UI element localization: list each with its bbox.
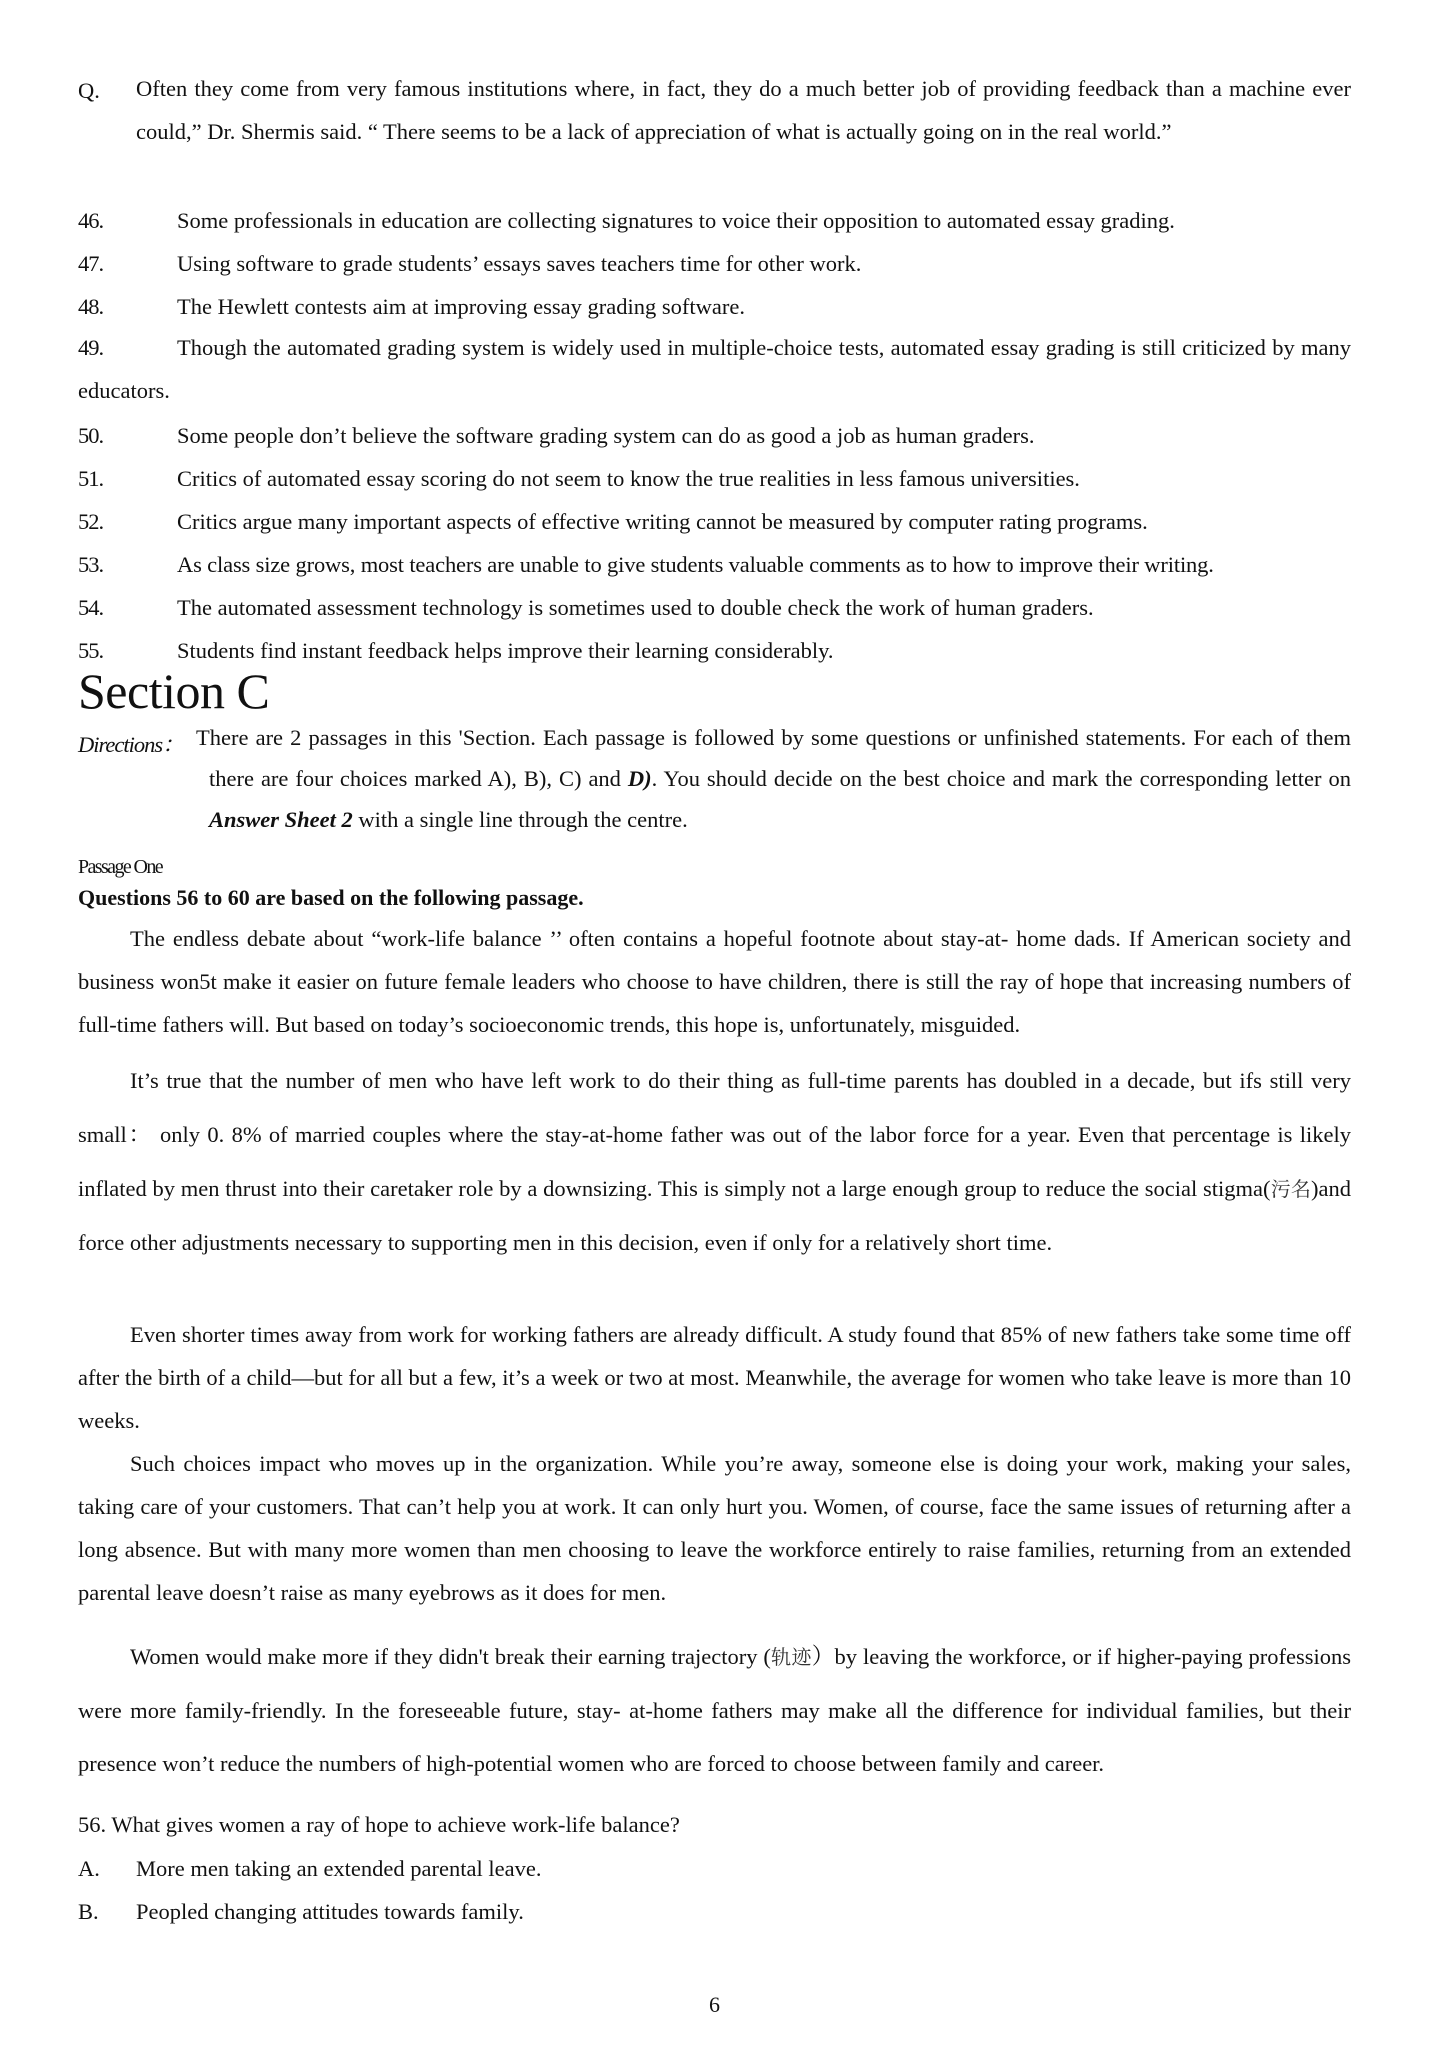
passage-label: Passage One bbox=[78, 856, 163, 878]
directions-label: Directions： bbox=[78, 732, 184, 757]
statement-number: 54. bbox=[78, 595, 104, 620]
statement-number: 53. bbox=[78, 552, 104, 577]
passage-instruction: Questions 56 to 60 are based on the following passage. bbox=[78, 885, 584, 910]
statement-number: 55. bbox=[78, 638, 104, 663]
cjk-gloss: 污名 bbox=[1270, 1177, 1312, 1201]
passage-paragraph: The endless debate about “work-life balance ’’ often contains a hopeful footnote about stay-at- home dads. If American society and business won5t make it easier on future female leaders who choose to have children, there is still the ray of hope that increasing numbers of full-time fathers will. But based on today’s socioeconomic trends, this hope is, unfortunately, misguided. bbox=[78, 926, 1351, 1037]
cjk-gloss: 轨迹 bbox=[770, 1645, 812, 1669]
option-text: More men taking an extended parental leave. bbox=[136, 1856, 542, 1881]
choice-d-emphasis: D) bbox=[627, 766, 652, 791]
continuation-text: Often they come from very famous institutions where, in fact, they do a much better job of providing feedback than a machine ever could,” Dr. Shermis said. “ There seems to be a lack of appreciation of what is actually going on in the real world.” bbox=[136, 76, 1351, 144]
continuation-label: Q. bbox=[78, 78, 100, 103]
statement-number: 48. bbox=[78, 294, 104, 319]
statement-text: Critics argue many important aspects of effective writing cannot be measured by computer rating programs. bbox=[177, 509, 1148, 534]
option-label: B. bbox=[78, 1899, 99, 1924]
section-title: Section C bbox=[78, 663, 270, 719]
statement-text: Students find instant feedback helps improve their learning considerably. bbox=[177, 638, 834, 663]
statement-number: 52. bbox=[78, 509, 104, 534]
statement-number: 50. bbox=[78, 423, 104, 448]
passage-paragraph: Even shorter times away from work for working fathers are already difficult. A study found that 85% of new fathers take some time off after the birth of a child—but for all but a few, it’s a week or two at most. Meanwhile, the average for women who take leave is more than 10 weeks. bbox=[78, 1322, 1351, 1433]
option-text: Peopled changing attitudes towards family. bbox=[136, 1899, 524, 1924]
directions-text: There are 2 passages in this 'Section. Each passage is followed by some questions or unfinished statements. For each of them there are four choices marked A), B), C) and D). You should decide on the best choice and mark the corresponding letter on Answer Sheet 2 with a single line through the centre. bbox=[196, 725, 1352, 832]
statement-number: 46. bbox=[78, 208, 104, 233]
statement-text: 49. Though the automated grading system is widely used in multiple-choice tests, automated essay grading is still criticized by many educators. bbox=[78, 326, 1351, 412]
statement-text: The automated assessment technology is sometimes used to double check the work of human graders. bbox=[177, 595, 1094, 620]
statement-text: Some people don’t believe the software grading system can do as good a job as human graders. bbox=[177, 423, 1035, 448]
statement-text: Using software to grade students’ essays saves teachers time for other work. bbox=[177, 251, 862, 276]
statement-text: The Hewlett contests aim at improving essay grading software. bbox=[177, 294, 745, 319]
page-number: 6 bbox=[709, 1992, 720, 2017]
statement-text: As class size grows, most teachers are unable to give students valuable comments as to how to improve their writing. bbox=[177, 552, 1214, 577]
passage-paragraph: Women would make more if they didn't break their earning trajectory (轨迹）by leaving the workforce, or if higher-paying professions were more family-friendly. In the foreseeable future, stay- at-home fathers may make all the difference for individual families, but their presence won’t reduce the numbers of high-potential women who are forced to choose between family and career. bbox=[78, 1644, 1352, 1776]
statement-number: 51. bbox=[78, 466, 104, 491]
answer-sheet-reference: Answer Sheet 2 bbox=[209, 807, 353, 832]
option-label: A. bbox=[78, 1856, 100, 1881]
statement-number: 49. bbox=[78, 335, 104, 360]
question-stem: 56. What gives women a ray of hope to achieve work-life balance? bbox=[78, 1812, 680, 1837]
statement-text: Critics of automated essay scoring do not seem to know the true realities in less famous universities. bbox=[177, 466, 1080, 491]
statement-number: 47. bbox=[78, 251, 104, 276]
statement-text: Some professionals in education are collecting signatures to voice their opposition to automated essay grading. bbox=[177, 208, 1175, 233]
passage-paragraph: Such choices impact who moves up in the organization. While you’re away, someone else is doing your work, making your sales, taking care of your customers. That can’t help you at work. It can only hurt you. Women, of course, face the same issues of returning after a long absence. But with many more women than men choosing to leave the workforce entirely to raise families, returning from an extended parental leave doesn’t raise as many eyebrows as it does for men. bbox=[78, 1451, 1351, 1605]
passage-paragraph: It’s true that the number of men who have left work to do their thing as full-time parents has doubled in a decade, but ifs still very small： only 0. 8% of married couples where the stay-at-home father was out of the labor force for a year. Even that percentage is likely inflated by men thrust into their caretaker role by a downsizing. This is simply not a large enough group to reduce the social stigma(污名)and force other adjustments necessary to supporting men in this decision, even if only for a relatively short time. bbox=[78, 1068, 1352, 1255]
